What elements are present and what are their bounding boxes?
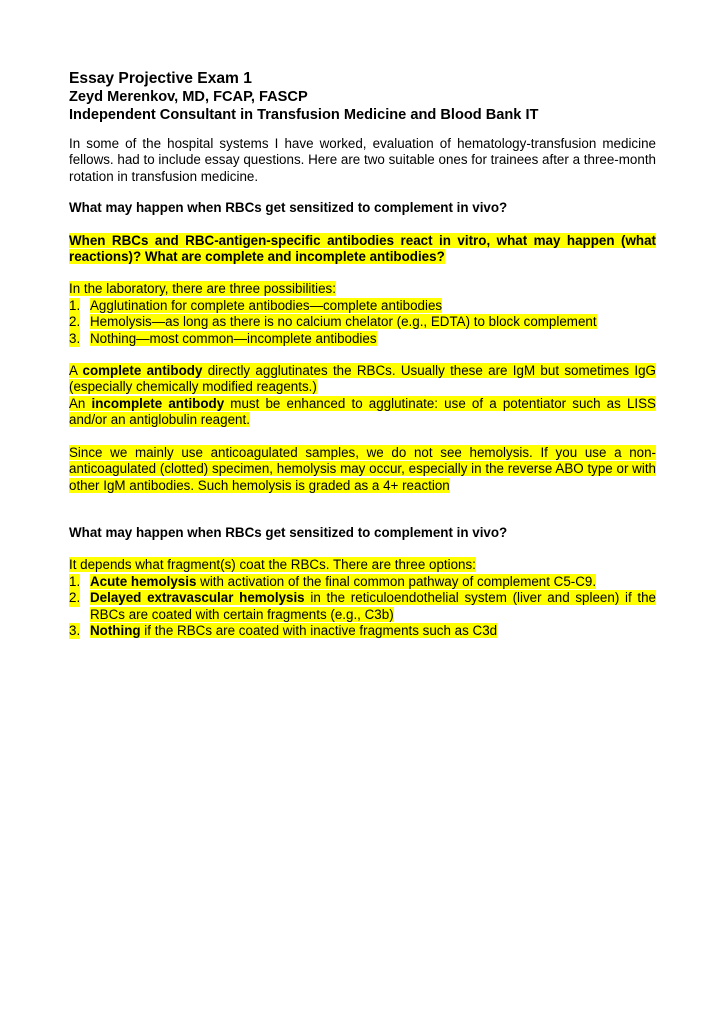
answer-2-possibilities [69, 281, 656, 347]
definition-text: A [69, 363, 83, 379]
option-term: Delayed extravascular hemolysis [90, 590, 305, 606]
list-item [69, 298, 656, 314]
list-item [69, 331, 656, 347]
answer-3-lead-text: It depends what fragment(s) coat the RBCs. There are three options: [69, 557, 476, 573]
answer-2-lead-text: In the laboratory, there are three possibilities: [69, 281, 336, 297]
list-item [69, 574, 656, 590]
complete-antibody-term: complete antibody [82, 363, 203, 379]
question-2-text: When RBCs and RBC-antigen-specific antibodies react in vitro, what may happen (what reactions)? What are complete and incomplete antibodies? [69, 232, 656, 265]
answer-3-lead [69, 557, 656, 573]
list-item-number: 2. [69, 590, 81, 606]
list-item-number: 1. [69, 573, 81, 589]
list-item-number: 1. [69, 297, 81, 313]
intro-paragraph: In some of the hospital systems I have worked, evaluation of hematology-transfusion medicine fellows. had to include essay questions. Here are two suitable ones for trainees after a three-month rotation in transfusion medicine. [69, 136, 656, 184]
question-1: What may happen when RBCs get sensitized to complement in vivo? [69, 200, 508, 216]
definition-text: An [69, 395, 92, 411]
possibilities-list [69, 298, 656, 347]
list-item-text: with activation of the final common pathway of complement C5-C9. [196, 573, 597, 589]
list-item [69, 314, 656, 330]
antibody-definitions [69, 363, 656, 429]
answer-3-options [69, 557, 656, 639]
complete-antibody-definition [69, 363, 656, 396]
list-item-text: if the RBCs are coated with inactive fragments such as C3d [140, 622, 498, 638]
list-item-text: Hemolysis—as long as there is no calcium chelator (e.g., EDTA) to block complement [90, 314, 597, 330]
list-item-number: 3. [69, 622, 81, 638]
author-role: Independent Consultant in Transfusion Medicine and Blood Bank IT [69, 107, 539, 123]
option-term: Nothing [90, 622, 141, 638]
author-line: Zeyd Merenkov, MD, FCAP, FASCP [69, 89, 308, 105]
page-title: Essay Projective Exam 1 [69, 70, 252, 87]
options-list [69, 574, 656, 640]
incomplete-antibody-term: incomplete antibody [91, 395, 225, 411]
list-item-text: Agglutination for complete antibodies—complete antibodies [90, 297, 443, 313]
list-item [69, 590, 656, 623]
list-item [69, 623, 656, 639]
question-3: What may happen when RBCs get sensitized to complement in vivo? [69, 524, 508, 540]
hemolysis-note [69, 445, 656, 494]
list-item-text: in the reticuloendothelial system (liver and spleen) if the RBCs are coated with certain fragments (e.g., C3b) [90, 590, 657, 622]
list-item-text: Nothing—most common—incomplete antibodies [90, 330, 377, 346]
definition-text: directly agglutinates the RBCs. Usually these are IgM but sometimes IgG (especially chemically modified reagents.) [69, 363, 656, 395]
hemolysis-note-text: Since we mainly use anticoagulated samples, we do not see hemolysis. If you use a non-anticoagulated (clotted) specimen, hemolysis may occur, especially in the reverse ABO type or with other IgM antibodies. Such hemolysis is graded as a 4+ reaction [69, 444, 656, 493]
question-2 [69, 233, 656, 266]
list-item-number: 2. [69, 314, 81, 330]
option-term: Acute hemolysis [90, 573, 197, 589]
answer-2-lead [69, 281, 656, 297]
list-item-number: 3. [69, 330, 81, 346]
definition-text: must be enhanced to agglutinate: use of a potentiator such as LISS and/or an antiglobulin reagent. [69, 395, 656, 428]
incomplete-antibody-definition [69, 396, 656, 429]
